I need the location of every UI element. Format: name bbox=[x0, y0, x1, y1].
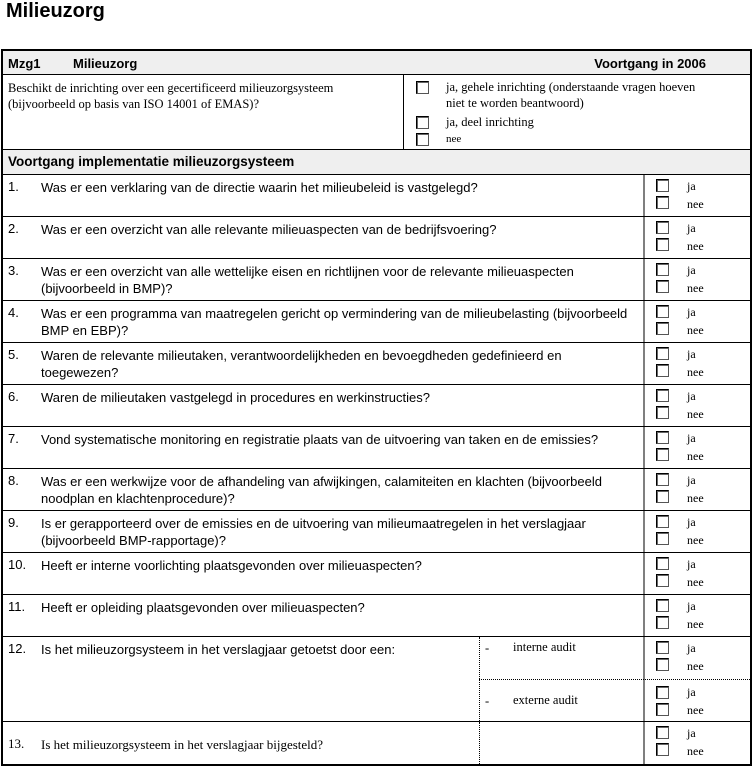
label-nee: nee bbox=[687, 617, 704, 631]
label-ja: ja bbox=[687, 515, 696, 529]
label-nee: nee bbox=[687, 533, 704, 547]
checkbox-whole-facility[interactable] bbox=[416, 81, 429, 94]
label-ja: ja bbox=[687, 685, 696, 699]
checkbox-nee[interactable] bbox=[656, 364, 669, 377]
divider bbox=[643, 385, 645, 426]
divider bbox=[479, 722, 480, 764]
checkbox-nee[interactable] bbox=[656, 238, 669, 251]
divider bbox=[643, 553, 645, 594]
question-text: Was er een verklaring van de directie waarin het milieubeleid is vastgelegd? bbox=[41, 180, 478, 195]
question-text: Is het milieuzorgsysteem in het verslagjaar getoetst door een: bbox=[41, 642, 396, 657]
checkbox-ja[interactable] bbox=[656, 641, 669, 654]
dash: - bbox=[485, 641, 490, 655]
checkbox-nee[interactable] bbox=[656, 448, 669, 461]
question-row bbox=[3, 427, 750, 469]
label-nee: nee bbox=[687, 575, 704, 589]
divider bbox=[643, 469, 645, 510]
question-number: 12. bbox=[8, 641, 27, 656]
label-nee: nee bbox=[687, 323, 704, 337]
section-header bbox=[3, 150, 750, 175]
checkbox-nee[interactable] bbox=[656, 490, 669, 503]
label-ja: ja bbox=[687, 221, 696, 235]
label-nee: nee bbox=[687, 744, 704, 758]
checkbox-ja[interactable] bbox=[656, 515, 669, 528]
question-number: 2. bbox=[8, 221, 19, 236]
checkbox-nee[interactable] bbox=[656, 743, 669, 756]
dash: - bbox=[485, 694, 490, 708]
certification-question-row bbox=[3, 75, 750, 150]
divider bbox=[643, 427, 645, 468]
question-text: Heeft er interne voorlichting plaatsgevonden over milieuaspecten? bbox=[41, 558, 422, 573]
checkbox-nee[interactable] bbox=[656, 574, 669, 587]
question-text: Is er gerapporteerd over de emissies en de uitvoering van milieumaatregelen in het verslagjaar (bijvoorbeeld BMP-rapportage)? bbox=[41, 516, 586, 548]
checkbox-ja[interactable] bbox=[656, 473, 669, 486]
certification-question: Beschikt de inrichting over een gecertificeerd milieuzorgsysteem (bijvoorbeeld op basis van ISO 14001 of EMAS)? bbox=[8, 81, 334, 111]
checkbox-ja[interactable] bbox=[656, 726, 669, 739]
checkbox-nee[interactable] bbox=[656, 280, 669, 293]
divider bbox=[643, 343, 645, 384]
checkbox-nee[interactable] bbox=[656, 322, 669, 335]
divider bbox=[643, 217, 645, 258]
question-row bbox=[3, 553, 750, 595]
question-number: 8. bbox=[8, 473, 19, 488]
question-text: Was er een programma van maatregelen gericht op vermindering van de milieubelasting (bijvoorbeeld BMP en EBP)? bbox=[41, 306, 628, 338]
divider bbox=[643, 511, 645, 552]
option-no: nee bbox=[446, 133, 462, 145]
progress-year-label: Voortgang in 2006 bbox=[594, 56, 706, 71]
divider bbox=[643, 259, 645, 300]
option-label: niet te worden beantwoord) bbox=[446, 96, 584, 110]
checkbox-ja[interactable] bbox=[656, 347, 669, 360]
label-nee: nee bbox=[687, 281, 704, 295]
question-text: Was er een overzicht van alle wettelijke eisen en richtlijnen voor de relevante milieuaspecten (bijvoorbeeld in BMP)? bbox=[41, 264, 574, 296]
label-nee: nee bbox=[687, 239, 704, 253]
question-row-audit bbox=[3, 637, 750, 722]
label-ja: ja bbox=[687, 179, 696, 193]
question-text: Was er een overzicht van alle relevante milieuaspecten van de bedrijfsvoering? bbox=[41, 222, 497, 237]
form-title: Milieuzorg bbox=[73, 56, 138, 71]
page-title: Milieuzorg bbox=[6, 0, 105, 22]
option-whole-facility bbox=[446, 79, 695, 111]
checkbox-ja[interactable] bbox=[656, 686, 669, 699]
label-nee: nee bbox=[687, 449, 704, 463]
label-ja: ja bbox=[687, 347, 696, 361]
question-number: 11. bbox=[8, 599, 26, 614]
question-number: 5. bbox=[8, 347, 19, 362]
divider bbox=[643, 175, 645, 216]
label-ja: ja bbox=[687, 599, 696, 613]
checkbox-ja[interactable] bbox=[656, 179, 669, 192]
question-row bbox=[3, 595, 750, 637]
checkbox-nee[interactable] bbox=[656, 658, 669, 671]
checkbox-nee[interactable] bbox=[656, 406, 669, 419]
question-number: 7. bbox=[8, 431, 19, 446]
question-row bbox=[3, 175, 750, 217]
question-number: 4. bbox=[8, 305, 19, 320]
question-text: Waren de milieutaken vastgelegd in procedures en werkinstructies? bbox=[41, 390, 430, 405]
question-text: Vond systematische monitoring en registratie plaats van de uitvoering van taken en de emissies? bbox=[41, 432, 599, 447]
checkbox-nee[interactable] bbox=[656, 532, 669, 545]
question-number: 10. bbox=[8, 557, 27, 572]
sub-label-external-audit: externe audit bbox=[513, 693, 578, 707]
label-nee: nee bbox=[687, 659, 704, 673]
label-ja: ja bbox=[687, 389, 696, 403]
table-header bbox=[3, 51, 750, 75]
label-ja: ja bbox=[687, 263, 696, 277]
checkbox-ja[interactable] bbox=[656, 599, 669, 612]
checkbox-nee[interactable] bbox=[656, 703, 669, 716]
question-text: Was er een werkwijze voor de afhandeling van afwijkingen, calamiteiten en klachten (bijvoorbeeld noodplan en klachtenprocedure)? bbox=[41, 474, 602, 506]
checkbox-ja[interactable] bbox=[656, 389, 669, 402]
question-row bbox=[3, 301, 750, 343]
checkbox-ja[interactable] bbox=[656, 557, 669, 570]
question-number: 3. bbox=[8, 263, 19, 278]
option-partial-facility: ja, deel inrichting bbox=[446, 115, 534, 129]
question-text: Is het milieuzorgsysteem in het verslagjaar bijgesteld? bbox=[41, 737, 324, 752]
question-number: 13. bbox=[8, 736, 25, 751]
question-text: Heeft er opleiding plaatsgevonden over milieuaspecten? bbox=[41, 600, 365, 615]
question-text: Waren de relevante milieutaken, verantwoordelijkheden en bevoegdheden gedefinieerd en toegewezen? bbox=[41, 348, 562, 380]
checkbox-partial-facility[interactable] bbox=[416, 116, 429, 129]
question-number: 6. bbox=[8, 389, 19, 404]
option-label: ja, gehele inrichting (onderstaande vragen hoeven bbox=[446, 80, 696, 94]
label-ja: ja bbox=[687, 726, 696, 740]
checkbox-ja[interactable] bbox=[656, 263, 669, 276]
question-number: 9. bbox=[8, 515, 19, 530]
divider bbox=[643, 722, 645, 764]
checkbox-nee[interactable] bbox=[656, 196, 669, 209]
label-ja: ja bbox=[687, 641, 696, 655]
question-row bbox=[3, 722, 750, 764]
label-ja: ja bbox=[687, 473, 696, 487]
label-nee: nee bbox=[687, 365, 704, 379]
checkbox-no[interactable] bbox=[416, 133, 429, 146]
label-nee: nee bbox=[687, 491, 704, 505]
label-nee: nee bbox=[687, 407, 704, 421]
divider bbox=[403, 75, 404, 149]
question-number: 1. bbox=[8, 179, 19, 194]
dotted-separator bbox=[479, 679, 750, 680]
label-ja: ja bbox=[687, 305, 696, 319]
label-nee: nee bbox=[687, 703, 704, 717]
form-code: Mzg1 bbox=[8, 56, 41, 71]
checkbox-ja[interactable] bbox=[656, 431, 669, 444]
checkbox-ja[interactable] bbox=[656, 305, 669, 318]
divider bbox=[643, 595, 645, 636]
question-row bbox=[3, 259, 750, 301]
divider bbox=[643, 301, 645, 342]
question-row bbox=[3, 469, 750, 511]
label-ja: ja bbox=[687, 431, 696, 445]
question-row bbox=[3, 385, 750, 427]
question-row bbox=[3, 217, 750, 259]
checkbox-nee[interactable] bbox=[656, 616, 669, 629]
section-title: Voortgang implementatie milieuzorgsysteem bbox=[8, 154, 295, 169]
question-row bbox=[3, 343, 750, 385]
label-ja: ja bbox=[687, 557, 696, 571]
question-row bbox=[3, 511, 750, 553]
form-table bbox=[1, 49, 752, 766]
label-nee: nee bbox=[687, 197, 704, 211]
checkbox-ja[interactable] bbox=[656, 221, 669, 234]
sub-label-internal-audit: interne audit bbox=[513, 640, 576, 654]
